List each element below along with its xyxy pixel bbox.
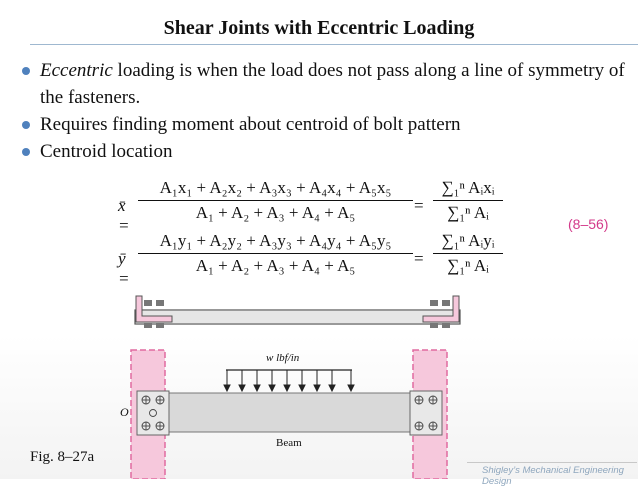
- xbar-sum-denominator: ∑₁ⁿ Aᵢ: [447, 203, 489, 222]
- xbar-lhs: x̄ =: [118, 196, 130, 235]
- xbar-sum-numerator: ∑₁ⁿ Aᵢxᵢ: [433, 178, 503, 201]
- left-column: [131, 350, 165, 479]
- title-divider: [30, 44, 638, 45]
- xbar-denominator: A₁ + A₂ + A₃ + A₄ + A₅: [195, 203, 356, 222]
- ybar-fraction: [138, 231, 413, 276]
- xbar-numerator: A₁x₁ + A₂x₂ + A₃x₃ + A₄x₄ + A₅x₅: [138, 178, 413, 201]
- ybar-sum-numerator: ∑₁ⁿ Aᵢyᵢ: [433, 231, 503, 254]
- xbar-sum-fraction: [433, 178, 503, 223]
- figure-caption: Fig. 8–27a: [30, 449, 95, 465]
- bullet-moment: [20, 111, 630, 138]
- beam: [165, 393, 413, 432]
- xbar-equals: =: [414, 196, 424, 215]
- right-column: [413, 350, 447, 479]
- bullet-centroid: [20, 138, 630, 165]
- ybar-numerator: A₁y₁ + A₂y₂ + A₃y₃ + A₄y₄ + A₅y₅: [138, 231, 413, 254]
- xbar-fraction: [138, 178, 413, 223]
- ybar-lhs: ȳ =: [118, 249, 130, 288]
- bullet-list: [20, 57, 630, 165]
- load-label: w lbf/in: [266, 352, 300, 364]
- origin-label: O: [120, 405, 129, 419]
- book-credit: Shigley’s Mechanical Engineering Design: [482, 465, 624, 487]
- credit-divider: [467, 462, 637, 463]
- bullet-text: loading is when the load does not pass along a line of symmetry of the fasteners.: [40, 60, 625, 108]
- bullet-eccentric: [20, 57, 630, 111]
- beam-label: Beam: [276, 437, 302, 449]
- bullet-icon: [22, 67, 30, 75]
- ybar-equals: =: [414, 249, 424, 268]
- ybar-sum-denominator: ∑₁ⁿ Aᵢ: [447, 256, 489, 275]
- bullet-lead-italic: Eccentric: [40, 60, 113, 81]
- ybar-denominator: A₁ + A₂ + A₃ + A₄ + A₅: [195, 256, 356, 275]
- equation-number: (8–56): [568, 216, 609, 232]
- slide-title: Shear Joints with Eccentric Loading: [163, 17, 475, 39]
- bullet-icon: [22, 121, 30, 129]
- bullet-text: Requires finding moment about centroid of bolt pattern: [40, 114, 461, 135]
- bullet-icon: [22, 148, 30, 156]
- ybar-sum-fraction: [433, 231, 503, 276]
- bullet-text: Centroid location: [40, 141, 173, 162]
